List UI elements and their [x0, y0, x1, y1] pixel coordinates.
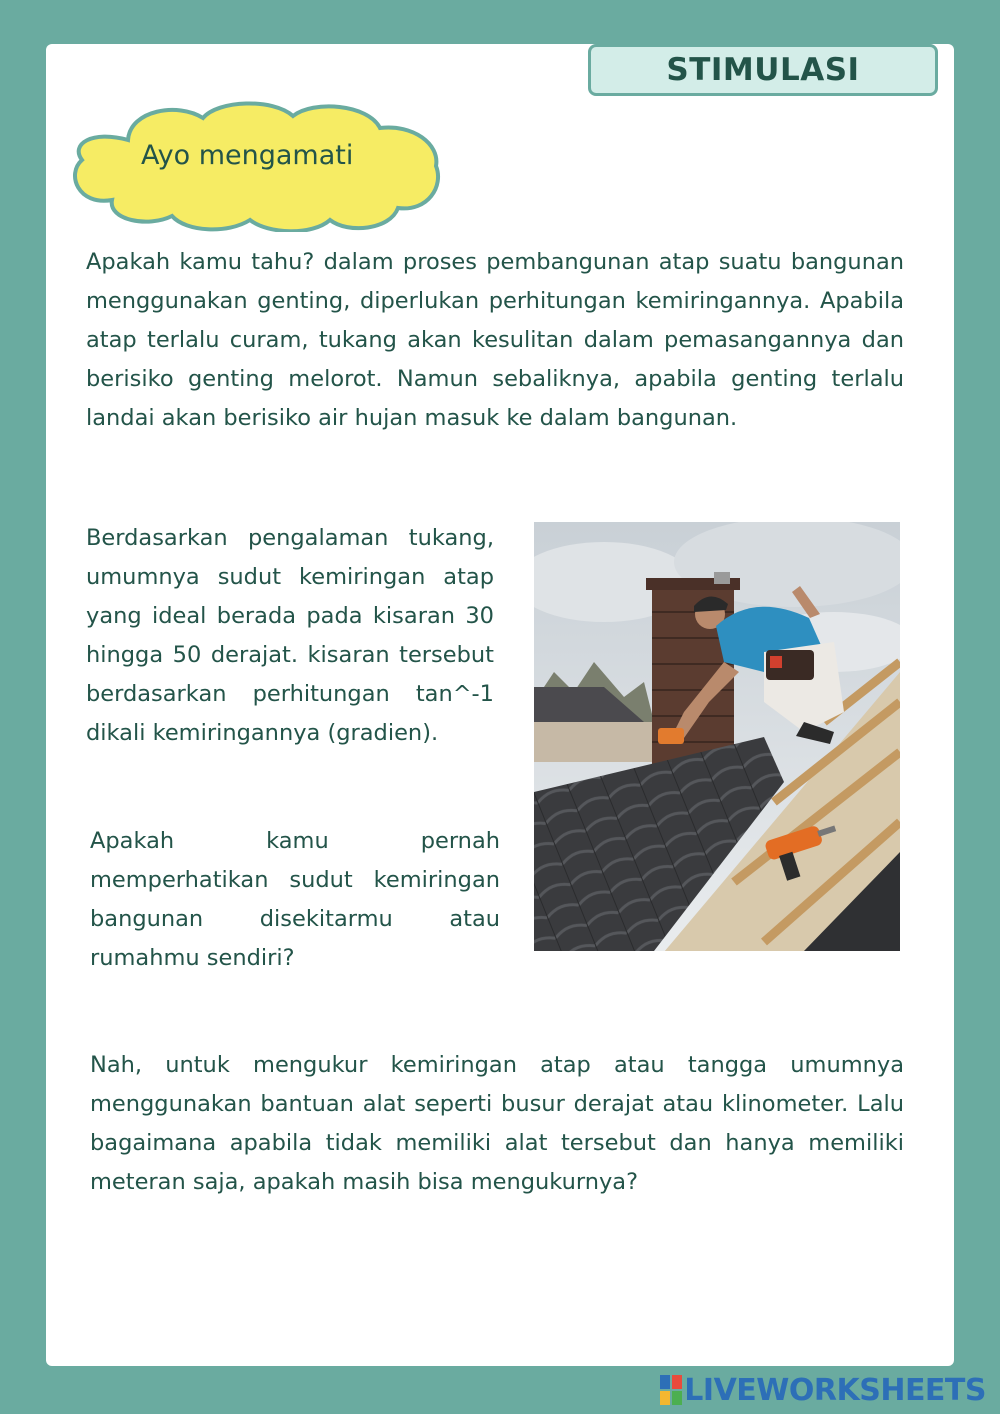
section-label: STIMULASI: [666, 52, 860, 88]
brand-name: LIVEWORKSHEETS: [684, 1372, 986, 1408]
intro-paragraph: Apakah kamu tahu? dalam proses pembangunan atap suatu bangunan menggunakan genting, diperlukan perhitungan kemiringannya. Apabila atap terlalu curam, tukang akan kesulitan dalam pemasangannya dan berisiko genting melorot. Namun sebaliknya, apabila genting terlalu landai akan berisiko air hujan masuk ke dalam bangunan.: [86, 249, 904, 431]
question-paragraph: Apakah kamu pernah memperhatikan sudut kemiringan bangunan disekitarmu atau rumahmu sendiri?: [90, 828, 500, 971]
banner-title: Ayo mengamati: [141, 140, 354, 171]
liveworksheets-logo-icon: [660, 1375, 682, 1405]
liveworksheets-brand: [660, 1372, 986, 1408]
roof-worker-photo: [534, 522, 900, 951]
section-tab: [588, 44, 938, 96]
closing-paragraph: Nah, untuk mengukur kemiringan atap atau tangga umumnya menggunakan bantuan alat seperti busur derajat atau klinometer. Lalu bagaimana apabila tidak memiliki alat tersebut dan hanya memiliki meteran saja, apakah masih bisa mengukurnya?: [90, 1052, 904, 1195]
experience-paragraph: Berdasarkan pengalaman tukang, umumnya sudut kemiringan atap yang ideal berada pada kisaran 30 hingga 50 derajat. kisaran tersebut berdasarkan perhitungan tan^-1 dikali kemiringannya (gradien).: [86, 525, 494, 746]
